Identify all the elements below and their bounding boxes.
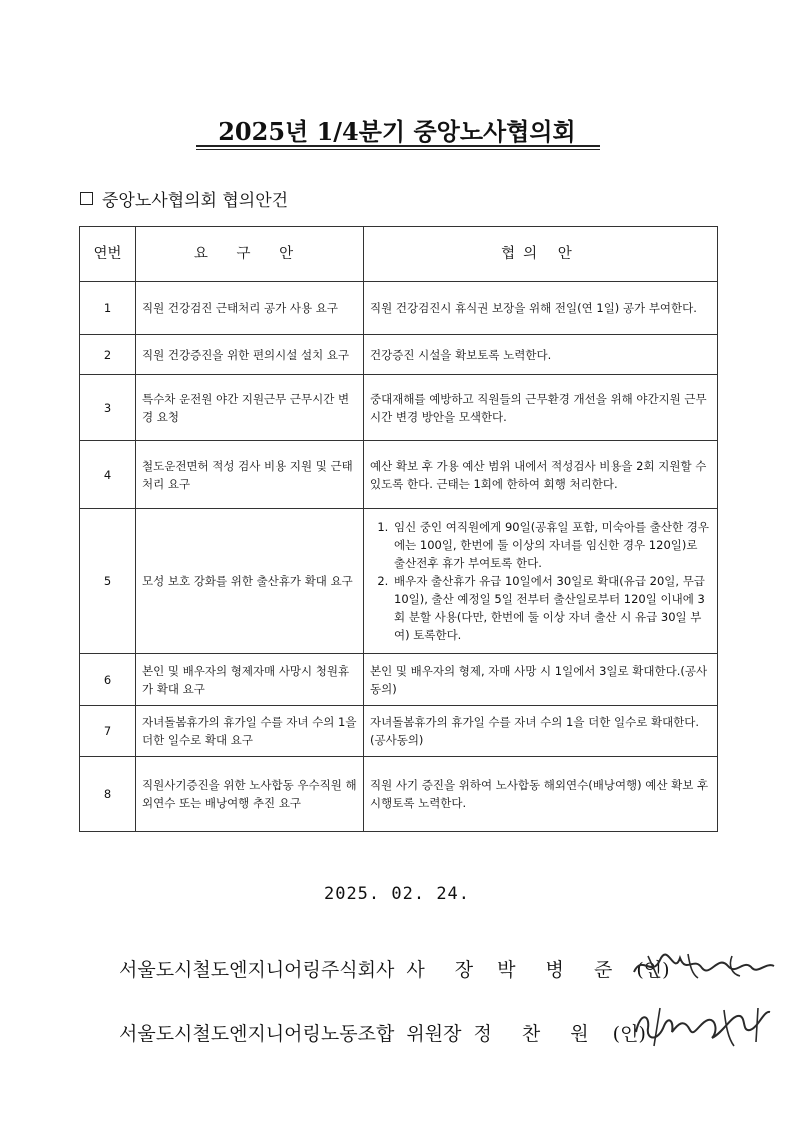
table-row bbox=[80, 654, 718, 706]
table-row bbox=[80, 441, 718, 509]
row-no: 5 bbox=[80, 509, 136, 654]
row-agreement: 중대재해를 예방하고 직원들의 근무환경 개선을 위해 야간지원 근무시간 변경 방안을 모색한다. bbox=[364, 375, 718, 441]
section-heading-text: 중앙노사협의회 협의안건 bbox=[102, 191, 289, 211]
document-date: 2025. 02. 24. bbox=[323, 884, 471, 904]
row-request: 직원사기증진을 위한 노사합동 우수직원 해외연수 또는 배낭여행 추진 요구 bbox=[136, 757, 364, 832]
table-row bbox=[80, 375, 718, 441]
row-no: 7 bbox=[80, 706, 136, 757]
checkbox-icon bbox=[80, 192, 93, 205]
signature-line-company bbox=[119, 955, 676, 982]
title-underline bbox=[196, 145, 600, 147]
row-no: 6 bbox=[80, 654, 136, 706]
row-request: 철도운전면허 적성 검사 비용 지원 및 근태 처리 요구 bbox=[136, 441, 364, 509]
seal-mark: (인) bbox=[636, 959, 670, 981]
table-row bbox=[80, 335, 718, 375]
seal-mark: (인) bbox=[612, 1023, 646, 1045]
header-agreement: 협의 안 bbox=[364, 227, 718, 282]
signatory-position: 사 장 bbox=[406, 959, 486, 981]
row-agreement: 예산 확보 후 가용 예산 범위 내에서 적성검사 비용을 2회 지원할 수 있도록 한다. 근태는 1회에 한하여 회행 처리한다. bbox=[364, 441, 718, 509]
list-item: 2. 배우자 출산휴가 유급 10일에서 30일로 확대(유급 20일, 무급 10일), 출산 예정일 5일 전부터 출산일로부터 120일 이내에 3회 분할 사용(다만, 한번에 둘 이상 자녀 출산 시 유급 30일 부여) 토록한다. bbox=[392, 572, 711, 644]
row-no: 2 bbox=[80, 335, 136, 375]
row-no: 4 bbox=[80, 441, 136, 509]
row-agreement: 본인 및 배우자의 형제, 자매 사망 시 1일에서 3일로 확대한다.(공사동의) bbox=[364, 654, 718, 706]
row-no: 3 bbox=[80, 375, 136, 441]
row-agreement: 직원 사기 증진을 위하여 노사합동 해외연수(배낭여행) 예산 확보 후 시행토록 노력한다. bbox=[364, 757, 718, 832]
agreement-list bbox=[370, 518, 711, 644]
signatory-name: 박 병 준 bbox=[497, 959, 625, 981]
table-row bbox=[80, 282, 718, 335]
table-header-row bbox=[80, 227, 718, 282]
row-no: 1 bbox=[80, 282, 136, 335]
row-agreement: 건강증진 시설을 확보토록 노력한다. bbox=[364, 335, 718, 375]
row-request: 특수차 운전원 야간 지원근무 근무시간 변경 요청 bbox=[136, 375, 364, 441]
row-request: 모성 보호 강화를 위한 출산휴가 확대 요구 bbox=[136, 509, 364, 654]
signature-line-union bbox=[119, 1019, 652, 1046]
handwritten-signature-icon bbox=[628, 1002, 778, 1052]
handwritten-signature-icon bbox=[628, 948, 778, 984]
row-agreement: 자녀돌봄휴가의 휴가일 수를 자녀 수의 1을 더한 일수로 확대한다.(공사동의) bbox=[364, 706, 718, 757]
row-request: 자녀돌봄휴가의 휴가일 수를 자녀 수의 1을 더한 일수로 확대 요구 bbox=[136, 706, 364, 757]
header-no: 연번 bbox=[80, 227, 136, 282]
row-request: 본인 및 배우자의 형제자매 사망시 청원휴가 확대 요구 bbox=[136, 654, 364, 706]
title-underline-thin bbox=[196, 149, 600, 150]
row-no: 8 bbox=[80, 757, 136, 832]
table-row bbox=[80, 509, 718, 654]
agenda-table bbox=[79, 226, 718, 832]
row-agreement: 직원 건강검진시 휴식권 보장을 위해 전일(연 1일) 공가 부여한다. bbox=[364, 282, 718, 335]
header-request: 요 구 안 bbox=[136, 227, 364, 282]
list-item: 1. 임신 중인 여직원에게 90일(공휴일 포함, 미숙아를 출산한 경우에는 100일, 한번에 둘 이상의 자녀를 임신한 경우 120일)로 출산전후 휴가 부여토록 한다. bbox=[392, 518, 711, 572]
table-row bbox=[80, 757, 718, 832]
signatory-position: 위원장 bbox=[406, 1023, 462, 1045]
signatory-name: 정 찬 원 bbox=[473, 1023, 601, 1045]
signatory-organization: 서울도시철도엔지니어링주식회사 bbox=[119, 959, 395, 981]
row-request: 직원 건강증진을 위한 편의시설 설치 요구 bbox=[136, 335, 364, 375]
document-title: 2025년 1/4분기 중앙노사협의회 bbox=[218, 117, 576, 146]
section-heading bbox=[80, 186, 288, 211]
row-agreement bbox=[364, 509, 718, 654]
table-row bbox=[80, 706, 718, 757]
row-request: 직원 건강검진 근태처리 공가 사용 요구 bbox=[136, 282, 364, 335]
signatory-organization: 서울도시철도엔지니어링노동조합 bbox=[119, 1023, 395, 1045]
